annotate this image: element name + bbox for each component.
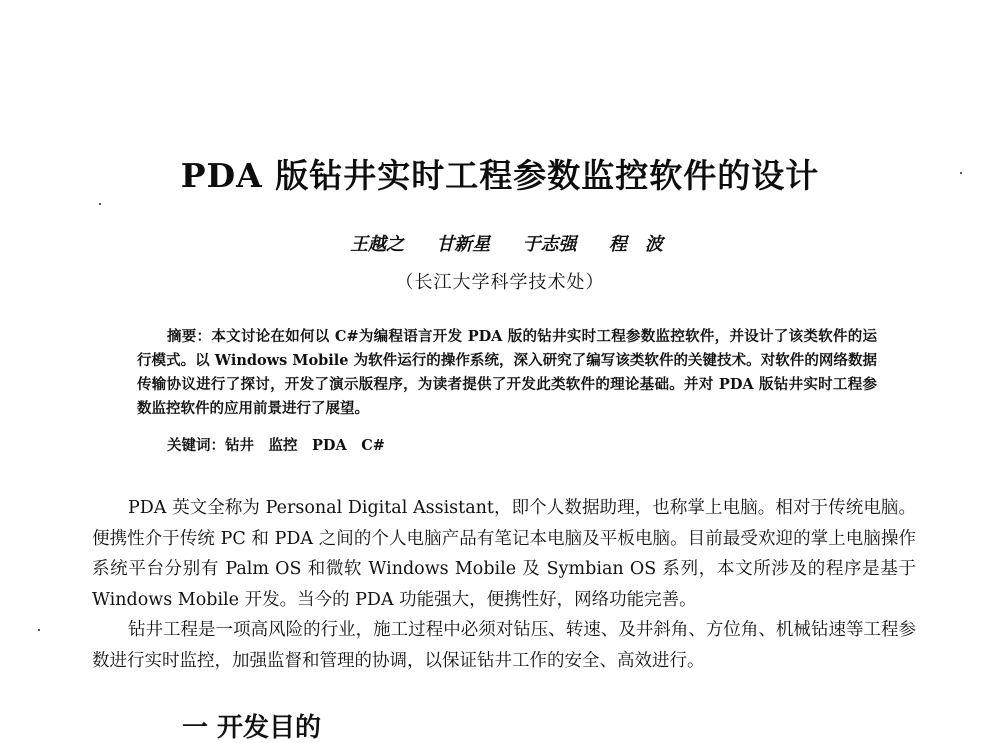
author-name: 甘新星 [436, 234, 491, 255]
abstract [137, 325, 877, 421]
abstract-label: 摘要： [167, 328, 212, 345]
author-list [350, 230, 689, 256]
keywords-label: 关键词： [167, 437, 225, 454]
body-paragraph: PDA 英文全称为 Personal Digital Assistant，即个人数据助理，也称掌上电脑。相对于传统电脑。便携性介于传统 PC 和 PDA 之间的个人电脑产品有笔记本电脑及平板电脑。目前最受欢迎的掌上电脑操作系统平台分别有 Palm OS 和微软 Windows Mobile 及 Symbian OS 系列，本文所涉及的程序是基于 Windows Mobile 开发。当今的 PDA 功能强大，便携性好，网络功能完善。 [92, 498, 916, 610]
keywords [167, 434, 385, 455]
scan-speck [38, 629, 40, 631]
author-name: 程 波 [608, 234, 663, 255]
body-text [92, 493, 916, 676]
paper-title: PDA 版钻井实时工程参数监控软件的设计 [180, 156, 820, 195]
author-name: 王越之 [350, 234, 404, 255]
abstract-text: 本文讨论在如何以 C#为编程语言开发 PDA 版的钻井实时工程参数监控软件，并设计了该类软件的运行模式。以 Windows Mobile 为软件运行的操作系统，深入研究了编写该类软件的关键技术。对软件的网络数据传输协议进行了探讨，开发了演示版程序，为读者提供了开发此类软件的理论基础。并对 PDA 版钻井实时工程参数监控软件的应用前景进行了展望。 [137, 328, 877, 417]
scan-speck [99, 203, 101, 205]
section-heading: 一 开发目的 [182, 713, 322, 743]
keywords-text: 钻井 监控 PDA C# [225, 437, 385, 454]
affiliation: （长江大学科学技术处） [395, 272, 605, 293]
body-paragraph: 钻井工程是一项高风险的行业，施工过程中必须对钻压、转速、及井斜角、方位角、机械钻速等工程参数进行实时监控，加强监督和管理的协调，以保证钻井工作的安全、高效进行。 [92, 620, 916, 671]
author-name: 于志强 [522, 234, 577, 255]
